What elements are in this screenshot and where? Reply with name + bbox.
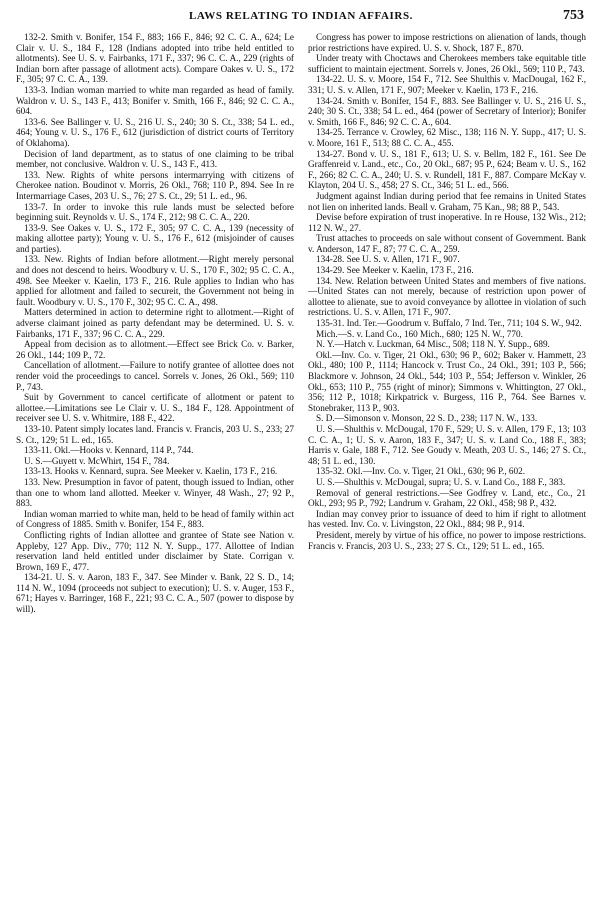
paragraph: Appeal from decision as to allotment.—Effect see Brick Co. v. Barker, 26 Okl., 144; 109 P., 72. (16, 339, 294, 360)
paragraph: Suit by Government to cancel certificate of allotment or patent to allottee.—Limitations see Le Clair v. U. S., 184 F., 128. Appointment of receiver see U. S. v. Whitmire, 188 F., 422. (16, 392, 294, 424)
paragraph: Cancellation of allotment.—Failure to notify grantee of allottee does not render void the proceedings to cancel. Sorrels v. Jones, 26 Okl., 569; 110 P., 743. (16, 360, 294, 392)
page-header (16, 6, 586, 26)
paragraph: 133-13. Hooks v. Kennard, supra. See Meeker v. Kaelin, 173 F., 216. (24, 466, 278, 477)
paragraph: Decision of land department, as to status of one claiming to be tribal member, not conclusive. Waldron v. U. S., 143 F., 413. (16, 148, 294, 170)
left-column (16, 32, 294, 615)
running-title: LAWS RELATING TO INDIAN AFFAIRS. (188, 10, 414, 22)
paragraph: 135-31. Ind. Ter.—Goodrum v. Buffalo, 7 Ind. Ter., 711; 104 S. W., 942. (316, 318, 582, 329)
paragraph: Indian may convey prior to issuance of deed to him if right to allotment has vested. Inv. Co. v. Livingston, 22 Okl., 884; 98 P., 914. (308, 508, 586, 530)
paragraph: U. S.—Shulthis v. McDougal, supra; U. S. v. Land Co., 188 F., 383. (316, 476, 566, 487)
paragraph: 134-28. See U. S. v. Allen, 171 F., 907. (316, 254, 460, 265)
paragraph: 135-32. Okl.—Inv. Co. v. Tiger, 21 Okl., 630; 96 P., 602. (316, 466, 525, 477)
paragraph: Congress has power to impose restrictions on alienation of lands, though prior restrictions have expired. U. S. v. Shock, 187 F., 870. (308, 32, 586, 53)
paragraph: 133-9. See Oakes v. U. S., 172 F., 305; 97 C. C. A., 139 (necessity of making allottee party); Young v. U. S., 176 F., 612 (misjoinder of causes and parties). (16, 222, 294, 254)
paragraph: S. D.—Simonson v. Monson, 22 S. D., 238; 117 N. W., 133. (316, 413, 538, 424)
paragraph: 134-27. Bond v. U. S., 181 F., 613; U. S. v. Bellm, 182 F., 161. See De Graffenreid v. Land., etc., Co., 20 Okl., 687; 95 P., 624; Beam v. U. S., 162 F., 266; 82 C. C. A., 240; U. S. v. Rundell, 181 F., 887. Compare McKay v. Klayton, 204 U. S., 458; 27 S. Ct., 346; 51 L. ed., 566. (308, 148, 586, 191)
paragraph: Okl.—Inv. Co. v. Tiger, 21 Okl., 630; 96 P., 602; Baker v. Hammett, 23 Okl., 480; 100 P., 1114; Hancock v. Trust Co., 24 Okl., 391; 103 P., 566; Blackmore v. Johnson, 24 Okl., 544; 103 P., 554; Jefferson v. Winkler, 26 Okl., 653; 110 P., 755 (right of minor); Simmons v. Whittington, 27 Okl., 356; 112 P., 1018; Kirkpatrick v. Burgess, 116 P., 764. See Barnes v. Stonebraker, 113 P., 903. (308, 349, 586, 413)
paragraph: U. S.—Guyett v. McWhirt, 154 F., 784. (24, 455, 170, 466)
paragraph: Devise before expiration of trust inoperative. In re House, 132 Wis., 212; 112 N. W., 27. (308, 212, 586, 233)
paragraph: 134-25. Terrance v. Crowley, 62 Misc., 138; 116 N. Y. Supp., 417; U. S. v. Moore, 161 F., 513; 88 C. C. A., 455. (308, 127, 586, 148)
paragraph: Mich.—S. v. Land Co., 160 Mich., 680; 125 N. W., 770. (316, 328, 523, 339)
paragraph: Under treaty with Choctaws and Cherokees members take equitable title sufficient to maintain ejectment. Sorrels v. Jones, 26 Okl., 569; 110 P., 743. (308, 53, 586, 74)
paragraph: 133. New. Rights of white persons intermarrying with citizens of Cherokee nation. Boudinot v. Morris, 26 Okl., 768; 110 P., 894. See In re Intermarriage Cases, 203 U. S., 76; 27 S. Ct., 29; 51 L. ed., 96. (16, 169, 294, 201)
text-columns (16, 32, 586, 615)
paragraph: 133-11. Okl.—Hooks v. Kennard, 114 P., 744. (24, 445, 194, 456)
paragraph: 133-6. See Ballinger v. U. S., 216 U. S., 240; 30 S. Ct., 338; 54 L. ed., 464; Young v. U. S., 176 F., 612 (jurisdiction of district courts of Territory of Oklahoma). (16, 116, 294, 148)
paragraph: 133-7. In order to invoke this rule lands must be selected before beginning suit. Reynolds v. U. S., 174 F., 212; 98 C. C. A., 220. (16, 201, 294, 223)
paragraph: Indian woman married to white man, held to be head of family within act of Congress of 1885. Smith v. Bonifer, 154 F., 883. (16, 508, 294, 530)
paragraph: 134-22. U. S. v. Moore, 154 F., 712. See Shulthis v. MacDougal, 162 F., 331; U. S. v. Allen, 171 F., 907; Meeker v. Kaelin, 173 F., 216. (308, 74, 586, 95)
paragraph: Conflicting rights of Indian allottee and grantee of State see Nation v. Appleby, 127 App. Div., 770; 112 N. Y. Supp., 177. Allottee of Indian reservation land held entitled under disclaimer by State. Corrigan v. Brown, 169 F., 477. (16, 529, 294, 572)
paragraph: 133-10. Patent simply locates land. Francis v. Francis, 203 U. S., 233; 27 S. Ct., 129; 51 L. ed., 165. (16, 423, 294, 445)
paragraph: 134-24. Smith v. Bonifer, 154 F., 883. See Ballinger v. U. S., 216 U. S., 240; 30 S. Ct., 338; 54 L. ed., 464 (power of Secretary of Interior); Bonifer v. Smith, 166 F., 846; 92 C. C. A., 604. (308, 95, 586, 127)
paragraph: 134. New. Relation between United States and members of five nations.—United States can not merely, because of restriction upon power of allottee to alienate, sue to avoid conveyance by allottee in violation of such restrictions. U. S. v. Allen, 171 F., 907. (308, 275, 586, 318)
paragraph: Trust attaches to proceeds on sale without consent of Government. Bank v. Anderson, 147 F., 87; 77 C. C. A., 259. (308, 233, 586, 254)
paragraph: 134-29. See Meeker v. Kaelin, 173 F., 216. (316, 265, 474, 276)
paragraph: Removal of general restrictions.—See Godfrey v. Land, etc., Co., 21 Okl., 293; 95 P., 792; Landrum v. Graham, 22 Okl., 458; 98 P., 432. (308, 487, 586, 509)
paragraph: 133. New. Presumption in favor of patent, though issued to Indian, other than one to whom land allotted. Meeker v. Winyer, 48 Wash., 27; 92 P., 883. (16, 476, 294, 509)
paragraph: Judgment against Indian during period that fee remains in United States not lien on inherited lands. Beall v. Graham, 75 Kan., 98; 88 P., 543. (308, 190, 586, 212)
paragraph: 133. New. Rights of Indian before allotment.—Right merely personal and does not descend to heirs. Woodbury v. U. S., 170 F., 302; 95 C. C. A., 498. See Meeker v. Kaelin, 173 F., 216. Rule applies to Indian who has applied for allotment and failed to secureit, the Government not being in fault. Woodbury v. U. S., 170 F., 302; 95 C. C. A., 498. (16, 254, 294, 307)
right-column (308, 32, 586, 615)
page-number: 753 (563, 8, 584, 23)
paragraph: President, merely by virtue of his office, no power to impose restrictions. Francis v. Francis, 203 U. S., 233; 27 S. Ct., 129; 51 L. ed., 165. (308, 529, 586, 551)
paragraph: 133-3. Indian woman married to white man regarded as head of family. Waldron v. U. S., 143 F., 413; Bonifer v. Smith, 166 F., 846; 92 C. C. A., 604. (16, 84, 294, 117)
paragraph: 134-21. U. S. v. Aaron, 183 F., 347. See Minder v. Bank, 22 S. D., 14; 114 N. W., 1094 (proceeds not subject to execution); U. S. v. Auger, 153 F., 671; Hayes v. Barringer, 168 F., 221; 93 C. C. A., 507 (power to dispose by will). (16, 572, 294, 615)
paragraph: Matters determined in action to determine right to allotment.—Right of adverse claimant joined as party defendant may be determined. U. S. v. Fairbanks, 171 F., 337; 96 C. C. A., 229. (16, 307, 294, 339)
paragraph: U. S.—Shulthis v. McDougal, 170 F., 529; U. S. v. Allen, 179 F., 13; 103 C. C. A., 1; U. S. v. Aaron, 183 F., 347; U. S. v. Land Co., 188 F., 383; Harris v. Gale, 188 F., 712. See Goudy v. Meath, 203 U. S., 146; 27 S. Ct., 48; 51 L. ed., 130. (308, 423, 586, 466)
paragraph: 132-2. Smith v. Bonifer, 154 F., 883; 166 F., 846; 92 C. C. A., 624; Le Clair v. U. S., 184 F., 128 (Indians adopted into tribe held entitled to allotments). See U. S. v. Fairbanks, 171 F., 337; 96 C. C. A., 229 (rights of Indian born after passage of allotment acts). Compare Oakes v. U. S., 172 F., 305; 97 C. C. A., 139. (16, 32, 294, 85)
paragraph: N. Y.—Hatch v. Luckman, 64 Misc., 508; 118 N. Y. Supp., 689. (316, 339, 550, 350)
